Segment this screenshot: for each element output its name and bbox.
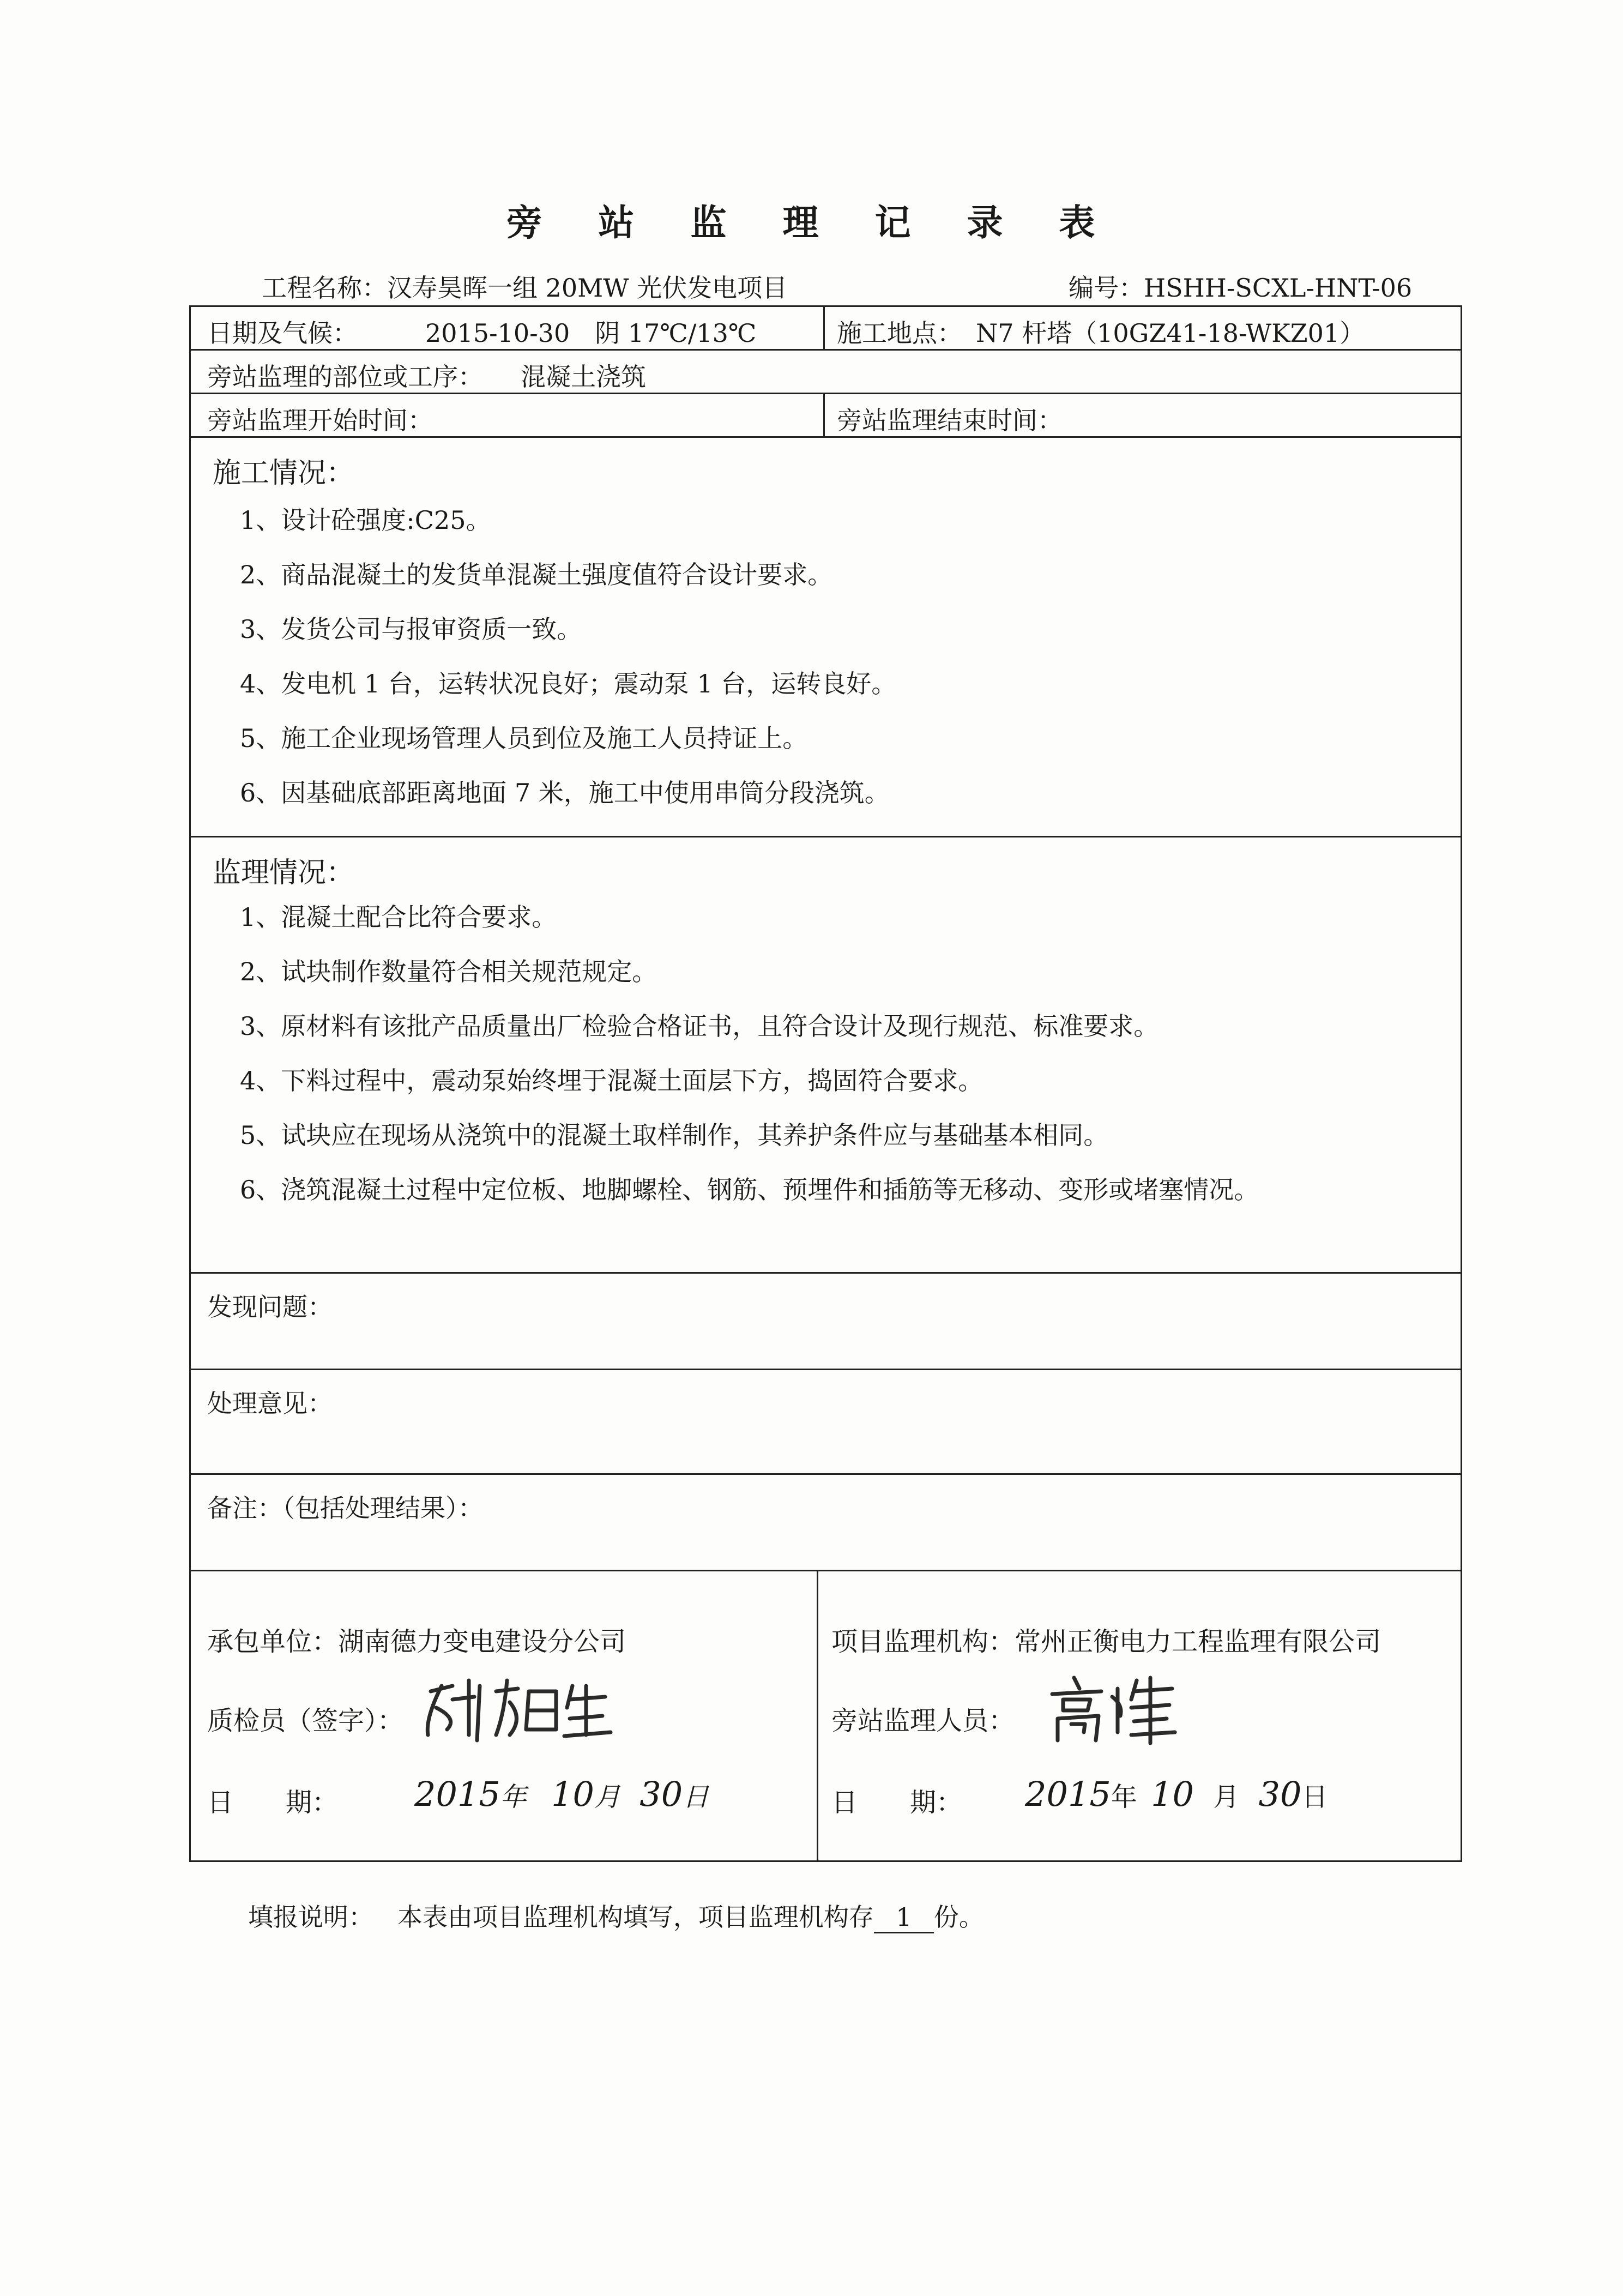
- opinion-section: [191, 1370, 1461, 1475]
- month-char: 月: [1213, 1782, 1240, 1812]
- construction-item: 4、发电机 1 台，运转状况良好；震动泵 1 台，运转良好。: [240, 669, 897, 698]
- supervision-section: [191, 837, 1461, 1274]
- remarks-label: 备注：（包括处理结果）：: [207, 1493, 483, 1523]
- contractor-unit-label: 承包单位：: [207, 1626, 339, 1657]
- contractor-date-day: 30: [639, 1774, 683, 1814]
- row-date-location: [191, 307, 1461, 351]
- supervisor-org-label: 项目监理机构：: [831, 1626, 1015, 1657]
- divider: [823, 307, 825, 349]
- note-text: 本表由项目监理机构填写，项目监理机构存: [397, 1902, 874, 1932]
- supervisor-date-year: 2015: [1025, 1774, 1111, 1814]
- construction-section: [191, 438, 1461, 837]
- contractor-date: [414, 1774, 709, 1814]
- contractor-date-year: 2015: [414, 1774, 500, 1814]
- row-time: [191, 394, 1461, 438]
- project-name-line: [262, 268, 787, 304]
- supervision-heading: 监理情况：: [213, 857, 355, 889]
- document-number-value: HSHH-SCXL-HNT-06: [1144, 273, 1413, 303]
- document-number-label: 编号：: [1069, 273, 1144, 303]
- year-char: 年: [500, 1782, 527, 1812]
- supervisor-date-day: 30: [1258, 1774, 1302, 1814]
- contractor-unit: [207, 1620, 626, 1658]
- page-title: 旁 站 监 理 记 录 表: [506, 202, 1117, 244]
- contractor-date-label: 日 期：: [207, 1787, 339, 1818]
- end-time-label: 旁站监理结束时间：: [837, 406, 1063, 435]
- divider: [817, 1571, 818, 1860]
- supervision-item: 5、试块应在现场从浇筑中的混凝土取样制作，其养护条件应与基础基本相同。: [240, 1120, 1109, 1150]
- opinion-label: 处理意见：: [207, 1389, 333, 1418]
- inspector-signature: [414, 1670, 622, 1746]
- filling-note: [248, 1897, 984, 1933]
- supervision-item: 1、混凝土配合比符合要求。: [240, 902, 557, 932]
- supervisor-date-month: 10: [1151, 1774, 1194, 1814]
- construction-item: 1、设计砼强度:C25。: [240, 505, 491, 535]
- construction-item: 5、施工企业现场管理人员到位及施工人员持证上。: [240, 724, 808, 753]
- supervisor-signature: [1041, 1667, 1194, 1749]
- supervision-item: 6、浇筑混凝土过程中定位板、地脚螺栓、钢筋、预埋件和插筋等无移动、变形或堵塞情况。: [240, 1175, 1259, 1204]
- supervisor-person-label: 旁站监理人员：: [831, 1706, 1015, 1736]
- month-char: 月: [594, 1782, 620, 1812]
- location-label: 施工地点：: [837, 318, 962, 348]
- supervisor-org: [831, 1620, 1381, 1658]
- project-name-value: 汉寿昊晖一组 20MW 光伏发电项目: [387, 273, 788, 303]
- location-value: N7 杆塔（10GZ41-18-WKZ01）: [976, 318, 1365, 348]
- supervision-item: 2、试块制作数量符合相关规范规定。: [240, 957, 657, 986]
- day-char: 日: [1301, 1782, 1328, 1812]
- supervisor-date: [1025, 1774, 1328, 1814]
- record-form: [189, 305, 1462, 1862]
- note-count: 1: [874, 1902, 934, 1933]
- document-number: [1069, 268, 1412, 304]
- supervisor-date-label: 日 期：: [831, 1787, 963, 1818]
- note-text-after: 份。: [933, 1902, 984, 1932]
- issues-label: 发现问题：: [207, 1292, 333, 1322]
- part-process-label: 旁站监理的部位或工序：: [207, 362, 483, 391]
- contractor-unit-value: 湖南德力变电建设分公司: [338, 1626, 626, 1657]
- date-weather-value: 2015-10-30 阴 17℃/13℃: [425, 318, 757, 348]
- issues-section: [191, 1274, 1461, 1370]
- supervisor-org-value: 常州正衡电力工程监理有限公司: [1015, 1626, 1381, 1657]
- construction-item: 6、因基础底部距离地面 7 米，施工中使用串筒分段浇筑。: [240, 778, 890, 807]
- remarks-section: [191, 1475, 1461, 1571]
- construction-heading: 施工情况：: [213, 457, 355, 490]
- supervision-item: 4、下料过程中，震动泵始终埋于混凝土面层下方，捣固符合要求。: [240, 1066, 984, 1095]
- divider: [823, 394, 825, 436]
- inspector-label: 质检员（签字）：: [207, 1706, 404, 1736]
- construction-item: 3、发货公司与报审资质一致。: [240, 614, 582, 644]
- start-time-label: 旁站监理开始时间：: [207, 406, 433, 435]
- signature-section: [191, 1571, 1461, 1860]
- contractor-date-month: 10: [551, 1774, 594, 1814]
- project-name-label: 工程名称：: [262, 273, 387, 303]
- day-char: 日: [683, 1782, 709, 1812]
- row-part-process: [191, 351, 1461, 394]
- year-char: 年: [1111, 1782, 1137, 1812]
- note-label: 填报说明：: [248, 1902, 373, 1932]
- construction-item: 2、商品混凝土的发货单混凝土强度值符合设计要求。: [240, 560, 833, 589]
- date-weather-label: 日期及气候：: [207, 318, 358, 348]
- supervision-item: 3、原材料有该批产品质量出厂检验合格证书，且符合设计及现行规范、标准要求。: [240, 1011, 1159, 1041]
- part-process-value: 混凝土浇筑: [521, 362, 646, 391]
